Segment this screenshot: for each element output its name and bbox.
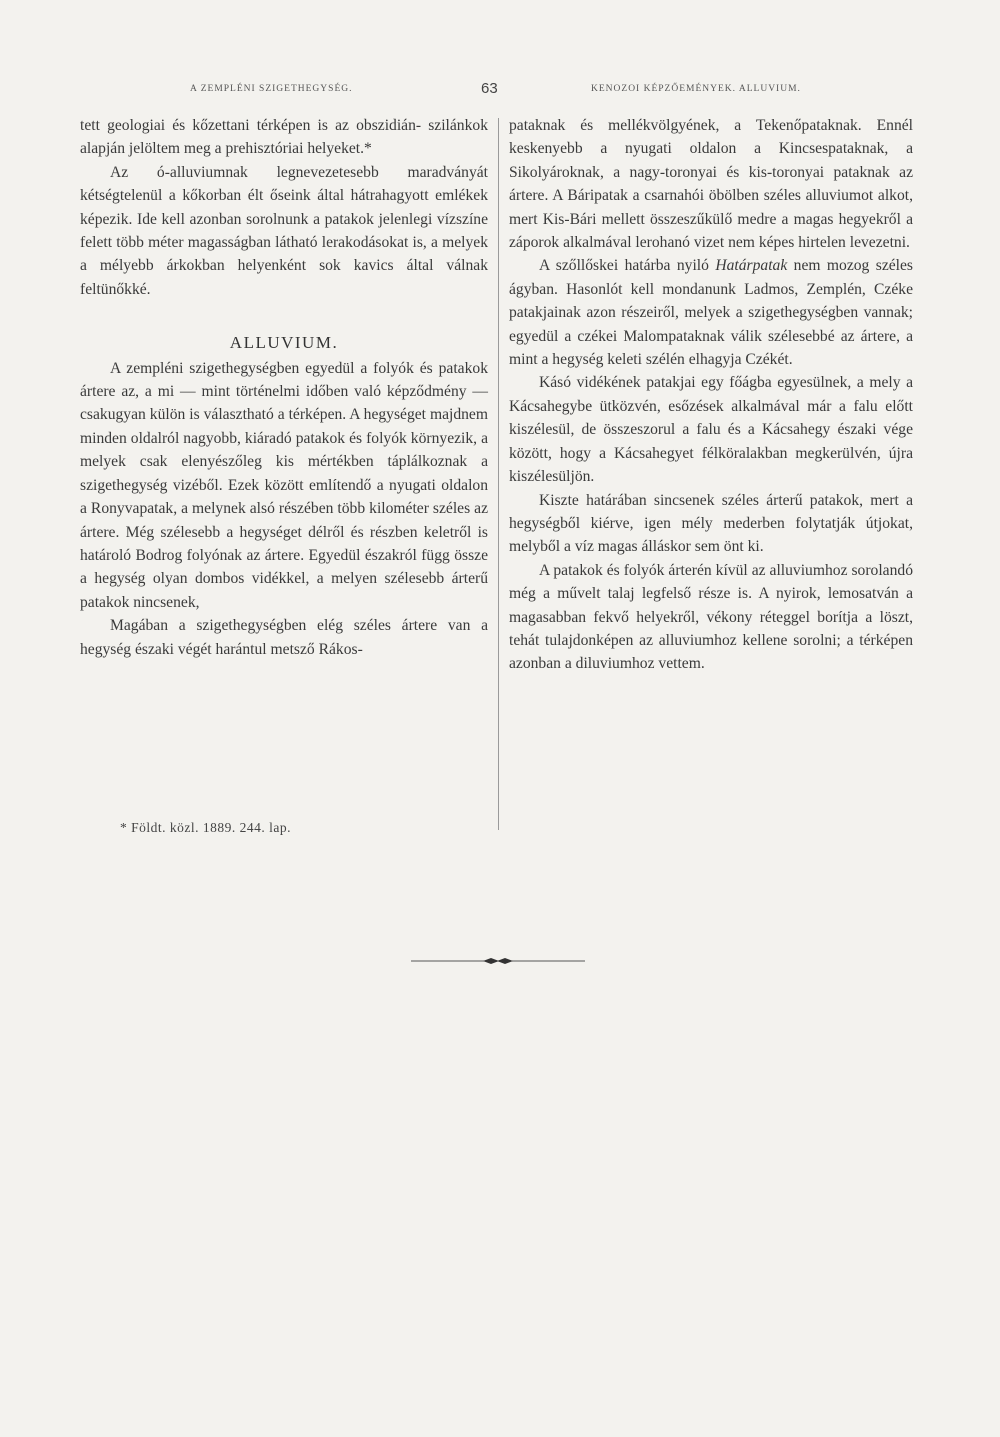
paragraph: Kiszte határában sincsenek széles árterű patakok, mert a hegységből kiérve, igen mély mederben folytatják útjokat, melyből a víz magas álláskor sem önt ki. xyxy=(509,491,913,556)
paragraph-text: A szőllőskei határba nyiló xyxy=(539,257,716,275)
column-divider xyxy=(498,118,499,830)
running-header-left: A ZEMPLÉNI SZIGETHEGYSÉG. xyxy=(190,84,353,94)
paragraph: A patakok és folyók árterén kívül az alluviumhoz sorolandó még a művelt talaj legfelső része is. A nyirok, lemosatván a magasabban fekvő helyekről, vékony réteggel borítja a löszt, tehát tulajdonképen az alluviumhoz kellene sorolni; a térképen azonban a diluviumhoz vettem. xyxy=(509,561,913,673)
running-header xyxy=(0,80,1000,102)
left-column xyxy=(80,114,488,661)
paragraph: tett geologiai és kőzettani térképen is az obszidián- szilánkok alapján jelöltem meg a prehisztóriai helyeket.* xyxy=(80,117,488,158)
footnote: * Földt. közl. 1889. 244. lap. xyxy=(120,820,291,835)
end-ornament xyxy=(411,956,585,966)
section-title: ALLUVIUM. xyxy=(229,333,339,353)
paragraph: Magában a szigethegységben elég széles ártere van a hegység északi végét harántul metsző Rákos- xyxy=(80,617,488,658)
paragraph: A zempléni szigethegységben egyedül a folyók és patakok ártere az, a mi — mint történelmi időben való képződmény — csakugyan külön is választható a térképen. A hegységet majdnem minden oldalról nagyobb, kiáradó patakok és folyók környezik, a melyek csak elenyészőleg kis mértékben táplálkoznak a szigethegység vizéből. Ezek között említendő a nyugati oldalon a Ronyvapatak, a melynek alsó részében több kilométer széles az ártere. Még szélesebb a hegységet délről és részben keletről is határoló Bodrog folyónak az ártere. Egyedül északról függ össze a hegység olyan dombos vidékkel, a melyen szélesebb árterű patakok nincsenek, xyxy=(80,359,488,611)
paragraph: Az ó-alluviumnak legnevezetesebb maradványát kétségtelenül a kőkorban élt őseink által hátrahagyott emlékek képezik. Ide kell azonban sorolnunk a patakok jelenlegi vízszíne felett több méter magasságban látható lerakodásokat is, a melyek a mélyebb árkokban helyenként sok kavics által válnak feltünőkké. xyxy=(80,163,488,298)
italic-place-name: Határpatak xyxy=(715,257,788,275)
paragraph-text: nem mozog széles ágyban. Hasonlót kell mondanunk Ladmos, Zemplén, Czéke patakjainak azon részeiről, melyek a szigethegységben vannak; egyedül a czékei Malompataknak válik szélesebbé az ártere, a mint a hegység keleti szélén elhagyja Czékét. xyxy=(509,257,913,369)
paragraph: Kásó vidékének patakjai egy főágba egyesülnek, a mely a Kácsahegybe ütközvén, esőzések alkalmával már a falu előtt kiszélesül, de összeszorul a falu és a Kácsahegy északi vége között, hogy a Kácsahegyet félköralakban megkerülvén, újra kiszélesüljön. xyxy=(509,374,913,486)
paragraph: pataknak és mellékvölgyének, a Tekenőpataknak. Ennél keskenyebb a nyugati oldalon a Kincsespataknak, a Sikolyároknak, a nagy-toronyai és kis-toronyai pataknak az ártere. A Báripatak a csarnahói öbölben széles alluviumot alkot, mert Kis-Bári mellett összeszűkülő medre a magas hegyekről a záporok alkalmával lerohanó vizet nem képes hirtelen levezetni. xyxy=(509,117,913,252)
right-column xyxy=(509,114,913,676)
running-header-right: KENOZOI KÉPZŐEMÉNYEK. ALLUVIUM. xyxy=(591,84,801,94)
page-number: 63 xyxy=(481,80,498,97)
paragraph xyxy=(509,254,913,371)
